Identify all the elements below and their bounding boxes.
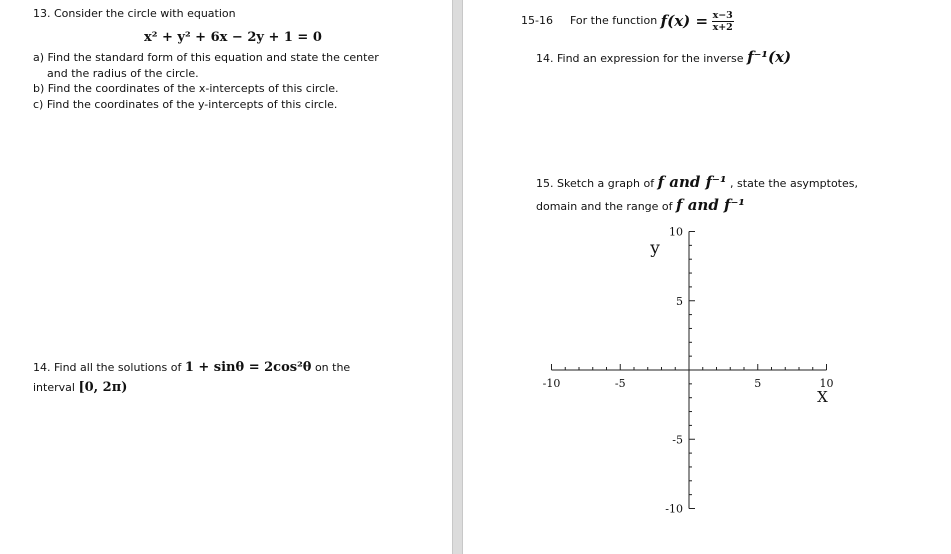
q14-inverse-text: 14. Find an expression for the inverse bbox=[536, 52, 744, 65]
function-numerator: x−3 bbox=[712, 9, 733, 21]
x-tick-label: 10 bbox=[819, 377, 834, 390]
function-denominator: x+2 bbox=[712, 21, 733, 33]
q14-inverse-math: f⁻¹(x) bbox=[747, 48, 792, 66]
q14-solutions-line2 bbox=[33, 380, 127, 396]
q1516-label: 15-16 bbox=[521, 14, 553, 27]
q14-equation: 1 + sinθ = 2cos²θ bbox=[184, 360, 312, 375]
q15-line1-suffix: , state the asymptotes, bbox=[730, 177, 858, 190]
q15-line1-math: f and f⁻¹ bbox=[657, 173, 727, 191]
q13-label: 13. Consider the circle with equation bbox=[33, 7, 236, 20]
q13-part-a-line1: a) Find the standard form of this equation and state the center bbox=[33, 51, 379, 64]
x-axis-label: X bbox=[817, 388, 828, 406]
x-tick-label: 5 bbox=[754, 377, 762, 390]
q15-line2 bbox=[536, 195, 745, 217]
left-page bbox=[0, 0, 452, 554]
function-definition bbox=[570, 8, 734, 34]
q13-part-c: c) Find the coordinates of the y-intercepts of this circle. bbox=[33, 98, 338, 111]
q15-line2-prefix: domain and the range of bbox=[536, 200, 673, 213]
right-page bbox=[463, 0, 951, 554]
function-fraction bbox=[712, 10, 734, 33]
function-intro: For the function bbox=[570, 14, 658, 27]
y-axis-label: y bbox=[650, 238, 660, 259]
y-tick-label: 5 bbox=[676, 294, 683, 308]
x-tick-label: -10 bbox=[542, 377, 561, 390]
q14-interval-prefix: interval bbox=[33, 381, 75, 394]
function-lhs: f(x) = bbox=[660, 12, 709, 30]
y-tick-label: 10 bbox=[669, 225, 683, 239]
page-gutter bbox=[452, 0, 463, 554]
q14-suffix: on the bbox=[314, 361, 351, 374]
x-tick-label: -5 bbox=[614, 377, 626, 390]
q15-line1 bbox=[536, 172, 858, 194]
q13-equation: x² + y² + 6x − 2y + 1 = 0 bbox=[144, 30, 322, 45]
q13-part-a-line2: and the radius of the circle. bbox=[47, 67, 199, 80]
q15-line2-math: f and f⁻¹ bbox=[676, 196, 745, 214]
q14-inverse bbox=[536, 48, 791, 68]
coordinate-graph bbox=[523, 220, 843, 530]
q14-interval: [0, 2π) bbox=[78, 380, 128, 395]
q14-prefix: 14. Find all the solutions of bbox=[33, 361, 182, 374]
y-tick-label: -5 bbox=[672, 433, 683, 447]
y-tick-label: -10 bbox=[665, 502, 683, 516]
q13-part-b: b) Find the coordinates of the x-intercepts of this circle. bbox=[33, 82, 339, 95]
q15-line1-prefix: 15. Sketch a graph of bbox=[536, 177, 655, 190]
q14-solutions-line1 bbox=[33, 360, 350, 376]
